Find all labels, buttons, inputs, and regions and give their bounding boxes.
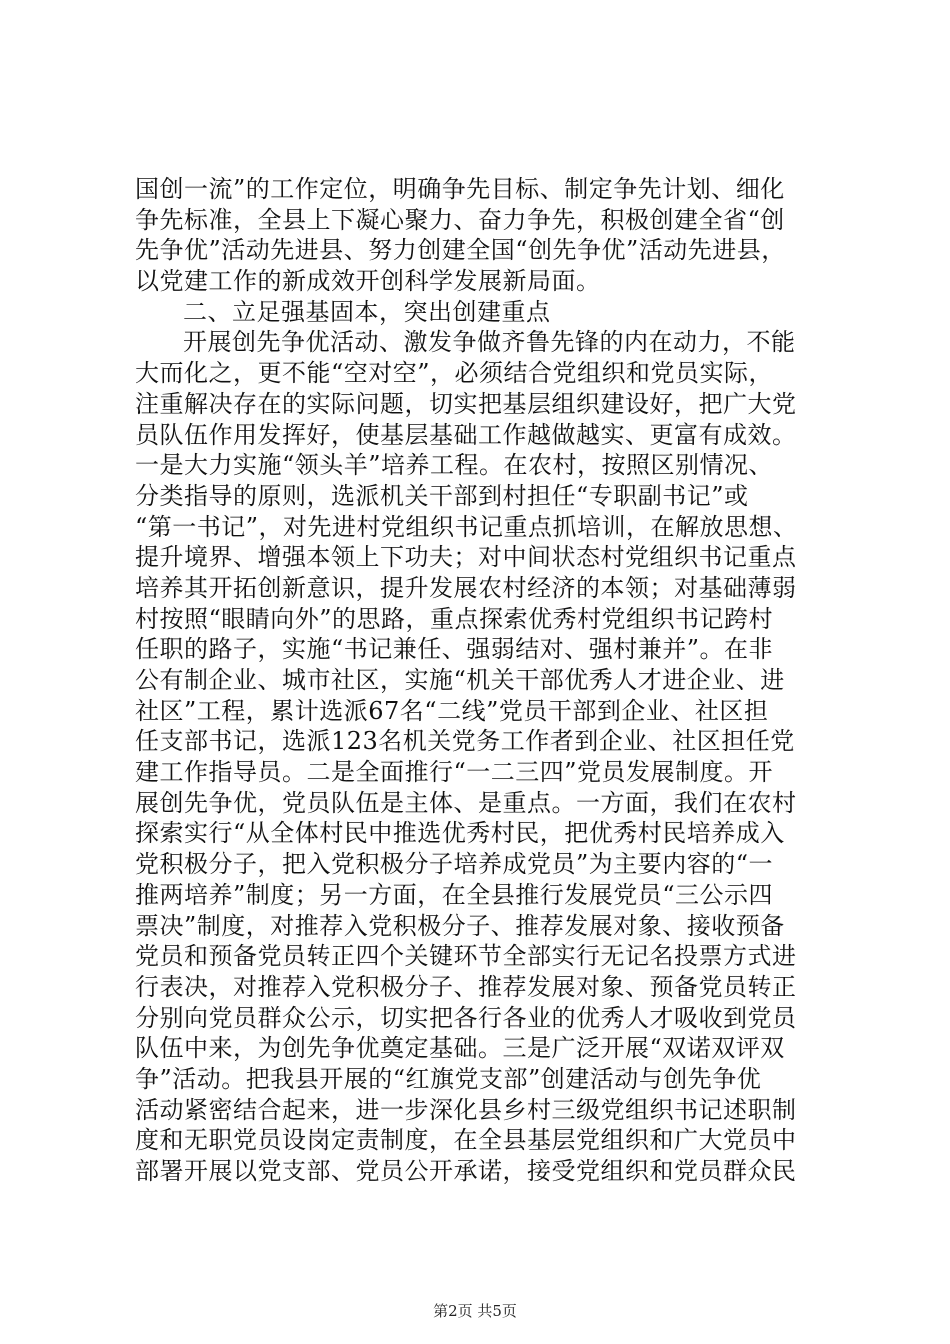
- text-line: 展创先争优，党员队伍是主体、是重点。一方面，我们在农村: [135, 788, 797, 817]
- text-line: 分类指导的原则，选派机关干部到村担任“专职副书记”或: [135, 481, 749, 510]
- text-line: 社区”工程，累计选派67名“二线”党员干部到企业、社区担: [135, 696, 769, 725]
- text-line: “第一书记”，对先进村党组织书记重点抓培训，在解放思想、: [135, 512, 798, 541]
- text-line: 提升境界、增强本领上下功夫；对中间状态村党组织书记重点: [135, 543, 797, 572]
- text-line: 党积极分子，把入党积极分子培养成党员”为主要内容的“一: [135, 850, 774, 879]
- text-line: 争”活动。把我县开展的“红旗党支部”创建活动与创先争优: [135, 1064, 762, 1093]
- text-line: 开展创先争优活动、激发争做齐鲁先锋的内在动力，不能: [183, 328, 796, 357]
- text-line: 国创一流”的工作定位，明确争先目标、制定争先计划、细化: [135, 175, 785, 203]
- section-heading: 二、立足强基固本，突出创建重点: [183, 297, 551, 326]
- text-line: 以党建工作的新成效开创科学发展新局面。: [135, 267, 601, 296]
- text-line: 建工作指导员。二是全面推行“一二三四”党员发展制度。开: [135, 758, 774, 787]
- text-line: 推两培养”制度；另一方面，在全县推行发展党员“三公示四: [135, 880, 774, 909]
- text-line: 活动紧密结合起来，进一步深化县乡村三级党组织书记述职制: [135, 1095, 797, 1124]
- page-number: 第2页 共5页: [433, 1302, 517, 1320]
- text-line: 任支部书记，选派123名机关党务工作者到企业、社区担任党: [135, 727, 795, 756]
- text-line: 队伍中来，为创先争优奠定基础。三是广泛开展“双诺双评双: [135, 1034, 785, 1063]
- text-line: 一是大力实施“领头羊”培养工程。在农村，按照区别情况、: [135, 451, 774, 480]
- text-line: 员队伍作用发挥好，使基层基础工作越做越实、更富有成效。: [135, 420, 797, 449]
- text-line: 党员和预备党员转正四个关键环节全部实行无记名投票方式进: [135, 942, 797, 971]
- text-line: 度和无职党员设岗定责制度，在全县基层党组织和广大党员中: [135, 1126, 797, 1155]
- text-line: 村按照“眼睛向外”的思路，重点探索优秀村党组织书记跨村: [135, 604, 774, 633]
- text-line: 先争优”活动先进县、努力创建全国“创先争优”活动先进县，: [135, 236, 786, 265]
- text-line: 任职的路子，实施“书记兼任、强弱结对、强村兼并”。在非: [135, 635, 774, 664]
- text-line: 票决”制度，对推荐入党积极分子、推荐发展对象、接收预备: [135, 911, 785, 940]
- text-line: 培养其开拓创新意识，提升发展农村经济的本领；对基础薄弱: [135, 573, 797, 602]
- text-line: 大而化之，更不能“空对空”，必须结合党组织和党员实际，: [135, 359, 774, 388]
- body-text: [135, 174, 825, 1187]
- text-line: 分别向党员群众公示，切实把各行各业的优秀人才吸收到党员: [135, 1003, 797, 1032]
- text-line: 争先标准，全县上下凝心聚力、奋力争先，积极创建全省“创: [135, 205, 785, 234]
- text-line: 部署开展以党支部、党员公开承诺，接受党组织和党员群众民: [135, 1157, 797, 1185]
- text-line: 探索实行“从全体村民中推选优秀村民，把优秀村民培养成入: [135, 819, 785, 848]
- text-line: 注重解决存在的实际问题，切实把基层组织建设好，把广大党: [135, 389, 797, 418]
- text-line: 公有制企业、城市社区，实施“机关干部优秀人才进企业、进: [135, 666, 785, 694]
- text-line: 行表决，对推荐入党积极分子、推荐发展对象、预备党员转正: [135, 972, 797, 1001]
